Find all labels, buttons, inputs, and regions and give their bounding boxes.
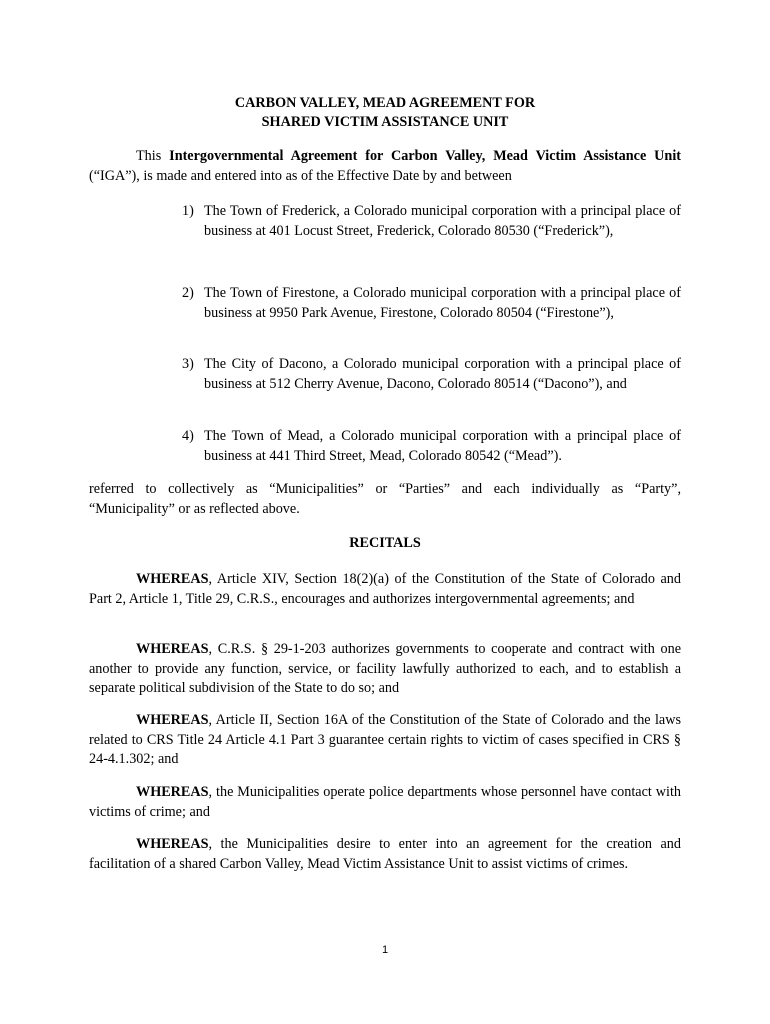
title-line-1: CARBON VALLEY, MEAD AGREEMENT FOR — [234, 95, 536, 111]
party-number: 2) — [182, 285, 194, 301]
party-item — [182, 202, 681, 241]
intro-pre: This — [136, 148, 170, 164]
intro-paragraph — [89, 147, 681, 186]
whereas-text: , the Municipalities desire to enter into an agreement for the creation and facilitation of a shared Carbon Valley, Mead Victim Assistance Unit to assist victims of crimes. — [89, 836, 681, 872]
recitals-heading: RECITALS — [349, 535, 421, 551]
whereas-paragraph — [89, 640, 681, 699]
party-number: 1) — [182, 203, 194, 219]
page-number: 1 — [381, 944, 389, 956]
party-item — [182, 355, 681, 394]
whereas-text: , Article XIV, Section 18(2)(a) of the Constitution of the State of Colorado and Part 2, Article 1, Title 29, C.R.S., encourages and authorizes intergovernmental agreements; and — [89, 571, 681, 607]
party-text: The City of Dacono, a Colorado municipal corporation with a principal place of business at 512 Cherry Avenue, Dacono, Colorado 80514 (“Dacono”), and — [204, 356, 681, 392]
party-number: 4) — [182, 428, 194, 444]
title-line-2: SHARED VICTIM ASSISTANCE UNIT — [261, 114, 509, 130]
whereas-keyword: WHEREAS — [136, 836, 209, 852]
party-text: The Town of Firestone, a Colorado municipal corporation with a principal place of business at 9950 Park Avenue, Firestone, Colorado 80504 (“Firestone”), — [204, 285, 681, 321]
whereas-paragraph — [89, 570, 681, 609]
party-text: The Town of Frederick, a Colorado municipal corporation with a principal place of business at 401 Locust Street, Frederick, Colorado 80530 (“Frederick”), — [204, 203, 681, 239]
intro-agreement-name: Intergovernmental Agreement for Carbon Valley, Mead Victim Assistance Unit — [169, 148, 681, 164]
referred-paragraph: referred to collectively as “Municipalities” or “Parties” and each individually as “Party”, “Municipality” or as reflected above. — [89, 481, 681, 517]
whereas-text: , the Municipalities operate police departments whose personnel have contact with victims of crime; and — [89, 784, 681, 820]
whereas-keyword: WHEREAS — [136, 571, 209, 587]
whereas-paragraph — [89, 835, 681, 874]
whereas-keyword: WHEREAS — [136, 784, 209, 800]
party-item — [182, 427, 681, 466]
intro-post: (“IGA”), is made and entered into as of the Effective Date by and between — [89, 167, 512, 184]
whereas-paragraph — [89, 783, 681, 822]
whereas-keyword: WHEREAS — [136, 712, 209, 728]
whereas-keyword: WHEREAS — [136, 641, 209, 657]
party-item — [182, 284, 681, 323]
party-text: The Town of Mead, a Colorado municipal corporation with a principal place of business at 441 Third Street, Mead, Colorado 80542 (“Mead”). — [204, 428, 681, 464]
party-number: 3) — [182, 356, 194, 372]
whereas-text: , C.R.S. § 29-1-203 authorizes governments to cooperate and contract with one another to provide any function, service, or facility lawfully authorized to each, and to establish a separate political subdivision of the State to do so; and — [89, 641, 681, 696]
whereas-text: , Article II, Section 16A of the Constitution of the State of Colorado and the laws related to CRS Title 24 Article 4.1 Part 3 guarantee certain rights to victim of cases specified in CRS § 24-4.1.302; and — [89, 712, 681, 767]
whereas-paragraph — [89, 711, 681, 770]
document-title — [0, 94, 770, 132]
